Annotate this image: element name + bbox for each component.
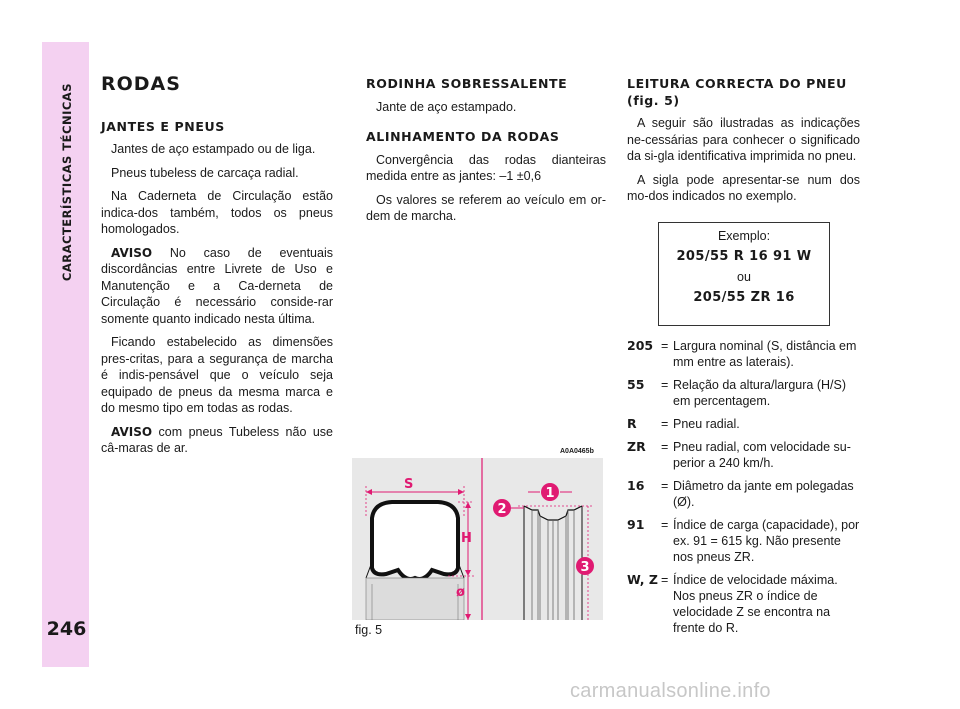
definition-equals: = [661,479,669,493]
definition-row [627,517,862,565]
definition-equals: = [661,573,669,587]
definition-equals: = [661,518,669,532]
definition-row [627,377,862,409]
watermark: carmanualsonline.info [570,680,771,702]
figure-reference: fig. 5 [633,92,674,108]
definition-text: Pneu radial, com velocidade su-perior a 240 km/h. [673,440,851,470]
section-title-wrap [57,72,77,292]
example-code-1: 205/55 R 16 91 W [676,249,812,264]
paragraph: Os valores se referem ao veículo em or-dem de marcha. [366,192,606,223]
example-code-2: 205/55 ZR 16 [693,290,795,305]
paragraph: Jante de aço estampado. [376,99,517,114]
warning-label: AVISO [111,245,153,260]
definition-term: ZR [627,439,646,454]
definition-list [627,338,862,643]
example-box [658,222,830,326]
heading-text: LEITURA CORRECTA DO PNEU [627,76,847,91]
section-heading-rodinha: RODINHA SOBRESSALENTE [366,76,568,91]
definition-row [627,416,862,432]
section-heading-leitura [627,76,860,109]
section-title: CARACTERÍSTICAS TÉCNICAS [60,82,74,282]
definition-text: Relação da altura/largura (H/S) em percentagem. [673,378,846,408]
definition-term: W, Z [627,572,658,587]
callout-1-number: 1 [545,486,555,501]
definition-row [627,572,862,636]
figure-caption: fig. 5 [355,623,383,637]
tire-diagram [352,458,603,620]
tire-diagram-svg [352,458,603,620]
definition-equals: = [661,339,669,353]
warning-label: AVISO [111,424,153,439]
paragraph: Jantes de aço estampado ou de liga. [111,142,316,156]
heading-paren: ) [673,92,680,108]
definition-equals: = [661,417,669,431]
label-diameter: ø [456,585,465,600]
definition-term: 205 [627,338,654,353]
definition-term: 16 [627,478,645,493]
paragraph: A sigla pode apresentar-se num dos mo-dos indicados no exemplo. [627,172,860,203]
paragraph: A seguir são ilustradas as indicações ne-cessárias para conhecer o significado da si-gla identificativa imprimida no pneu. [627,116,860,163]
column-1 [101,73,333,464]
definition-equals: = [661,378,669,392]
paragraph: Convergência das rodas dianteiras medida entre as jantes: –1 ±0,6 [366,152,606,183]
definition-text: Diâmetro da jante em polegadas (Ø). [673,479,854,509]
definition-equals: = [661,440,669,454]
figure-code: A0A0465b [560,448,594,455]
definition-text: Pneu radial. [673,417,740,431]
paragraph: Na Caderneta de Circulação estão indica-dos também, todos os pneus homologados. [101,189,333,236]
label-h: H [461,531,472,546]
definition-text: Índice de carga (capacidade), por ex. 91 = 615 kg. Não presente nos pneus ZR. [673,518,860,564]
callout-2-number: 2 [497,502,507,517]
definition-text: Índice de velocidade máxima. Nos pneus ZR o índice de velocidade Z se encontra na frente do R. [673,573,838,635]
definition-row [627,439,862,471]
definition-row [627,338,862,370]
heading-paren: ( [627,92,634,108]
warning-paragraph [101,245,333,328]
section-heading-alinhamento: ALINHAMENTO DA RODAS [366,129,560,144]
example-label: Exemplo: [717,229,771,243]
page-number: 246 [46,618,87,640]
callout-3-number: 3 [580,560,590,575]
page-title: RODAS [101,73,181,95]
column-3 [627,76,860,212]
section-heading-jantes: JANTES E PNEUS [101,118,225,134]
definition-row [627,478,862,510]
warning-text: No caso de eventuais discordâncias entre Livrete de Uso e Manutenção e a Ca-derneta de Circulação é necessário conside-rar somente quanto indicado nesta última. [101,245,333,326]
warning-paragraph [101,424,333,457]
paragraph: Ficando estabelecido as dimensões pres-critas, para a segurança de marcha é indis-pensável que o veículo seja equipado de pneus da mesma marca e do mesmo tipo em todas as rodas. [101,335,333,415]
definition-term: R [627,416,637,431]
label-s: S [404,477,414,492]
definition-term: 91 [627,517,645,532]
example-or: ou [737,270,751,284]
definition-term: 55 [627,377,645,392]
definition-text: Largura nominal (S, distância em mm entre as laterais). [673,339,857,369]
warning-text: com pneus Tubeless não use câ-maras de ar. [101,424,333,455]
column-2 [366,76,606,232]
paragraph: Pneus tubeless de carcaça radial. [111,165,299,180]
